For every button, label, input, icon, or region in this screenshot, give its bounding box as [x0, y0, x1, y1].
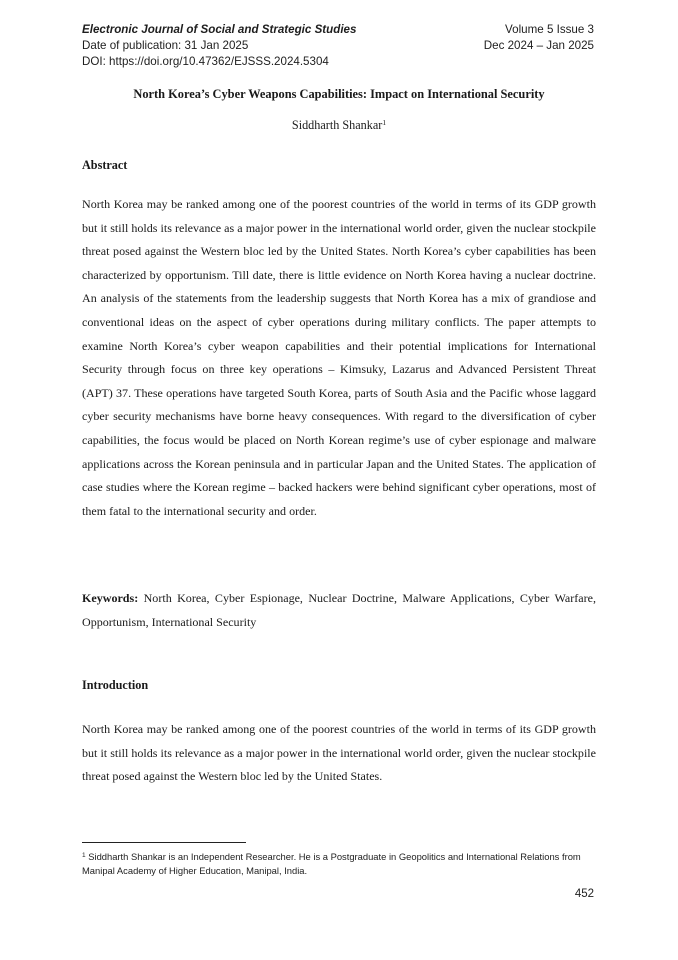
running-header — [82, 22, 594, 70]
page-number: 452 — [574, 888, 594, 900]
journal-name: Electronic Journal of Social and Strategic Studies — [82, 23, 357, 36]
volume-issue: Volume 5 Issue 3 — [505, 23, 594, 36]
author-name: Siddharth Shankar — [291, 118, 383, 132]
author-footnote-marker[interactable]: 1 — [382, 118, 387, 127]
abstract-heading: Abstract — [82, 158, 128, 172]
footnote — [82, 850, 598, 878]
footnote-text: Siddharth Shankar is an Independent Researcher. He is a Postgraduate in Geopolitics and International Relations from Manipal Academy of Higher Education, Manipal, India. — [82, 851, 581, 876]
publication-date: Date of publication: 31 Jan 2025 — [82, 39, 249, 52]
doi-link[interactable]: DOI: https://doi.org/10.47362/EJSSS.2024.5304 — [82, 55, 329, 68]
footnote-marker: 1 — [82, 852, 86, 859]
abstract-body: North Korea may be ranked among one of the poorest countries of the world in terms of its GDP growth but it still holds its relevance as a major power in the international world order, given the nuclear stockpile threat posed against the Western bloc led by the United States. North Korea’s cyber capabilities has been characterized by opportunism. Till date, there is little evidence on North Korea having a nuclear doctrine. An analysis of the statements from the leadership suggests that North Korea has a mix of grandiose and conventional ideas on the aspect of cyber operations during military conflicts. The paper attempts to examine North Korea’s cyber weapon capabilities and their potential implications for International Security through focus on three key operations – Kimsuky, Lazarus and Advanced Persistent Threat (APT) 37. These operations have targeted South Korea, parts of South Asia and the Pacific whose laggard cyber security mechanisms have borne heavy consequences. With regard to the diversification of cyber capabilities, the focus would be placed on North Korean regime’s use of cyber espionage and malware applications across the Korean peninsula and in particular Japan and the United States. The application of case studies where the Korean regime – backed hackers were behind significant cyber operations, most of them fatal to the international security and order. — [82, 197, 596, 518]
footnote-divider — [82, 842, 246, 843]
author-line — [0, 118, 678, 133]
introduction-body: North Korea may be ranked among one of the poorest countries of the world in terms of its GDP growth but it still holds its relevance as a major power in the international world order, given the nuclear stockpile threat posed against the Western bloc led by the United States. — [82, 722, 596, 784]
keywords-label: Keywords: — [82, 591, 139, 605]
keywords-list: North Korea, Cyber Espionage, Nuclear Doctrine, Malware Applications, Cyber Warfare, Opportunism, International Security — [82, 591, 596, 629]
article-title: North Korea’s Cyber Weapons Capabilities: Impact on International Security — [133, 87, 545, 101]
keywords-paragraph — [82, 587, 596, 634]
issue-period: Dec 2024 – Jan 2025 — [483, 39, 594, 52]
introduction-heading: Introduction — [82, 678, 149, 692]
